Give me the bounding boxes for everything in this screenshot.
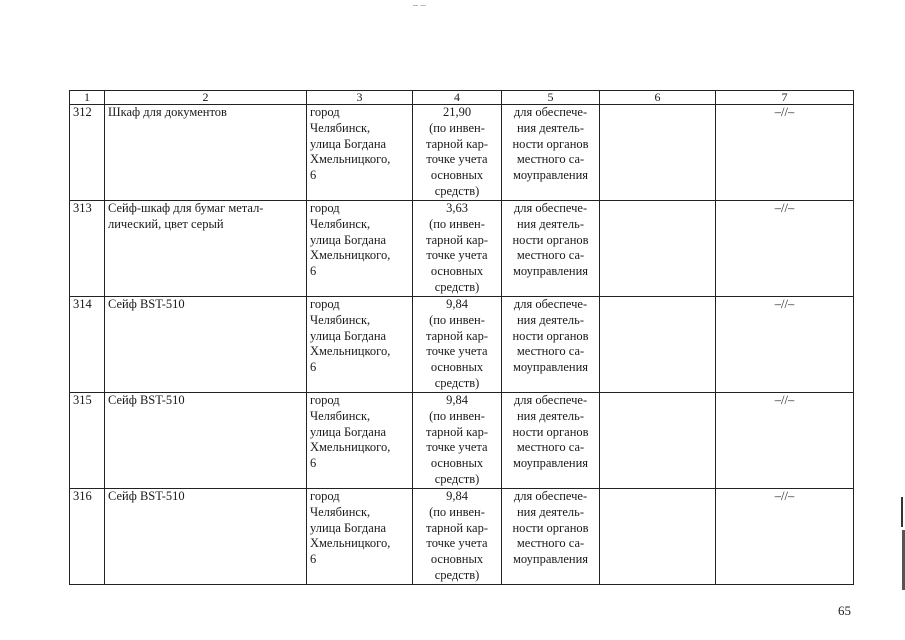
address-line: 6 xyxy=(310,360,317,375)
value-line: 9,84 xyxy=(446,393,468,407)
address-line: улица Богдана xyxy=(310,424,387,439)
purpose-line: местного са- xyxy=(516,152,585,167)
table-row xyxy=(70,489,854,585)
address-cell xyxy=(307,489,413,585)
address-line: Хмельницкого, xyxy=(310,248,391,263)
table-body xyxy=(70,105,854,585)
value-line: (по инвен- xyxy=(429,504,485,519)
address-line: улица Богдана xyxy=(310,136,387,151)
address-line: Хмельницкого, xyxy=(310,440,391,455)
purpose-line: моуправления xyxy=(512,264,589,279)
purpose-line: ния деятель- xyxy=(516,504,585,519)
value-line: средств) xyxy=(434,375,480,390)
purpose-line: моуправления xyxy=(512,552,589,567)
value-line: (по инвен- xyxy=(429,312,485,327)
item-name-cell xyxy=(105,297,307,393)
row-number-cell: 315 xyxy=(70,393,105,489)
value-line: 21,90 xyxy=(442,105,472,119)
purpose-line: ности органов xyxy=(512,520,589,535)
column-header: 6 xyxy=(600,91,716,105)
purpose-line: моуправления xyxy=(512,360,589,375)
address-line: город xyxy=(310,393,340,407)
row-number-cell: 312 xyxy=(70,105,105,201)
purpose-line: для обеспече- xyxy=(513,393,588,407)
address-line: 6 xyxy=(310,552,317,567)
purpose-line: для обеспече- xyxy=(513,297,588,311)
value-line: тарной кар- xyxy=(425,424,488,439)
item-name-cell xyxy=(105,393,307,489)
column-header: 5 xyxy=(502,91,600,105)
address-line: Хмельницкого, xyxy=(310,152,391,167)
purpose-cell xyxy=(502,489,600,585)
purpose-line: ности органов xyxy=(512,328,589,343)
address-line: Челябинск, xyxy=(310,216,371,231)
value-line: основных xyxy=(430,552,484,567)
table-row xyxy=(70,297,854,393)
top-page-mark: – – xyxy=(413,0,426,11)
purpose-line: ния деятель- xyxy=(516,312,585,327)
address-line: Хмельницкого, xyxy=(310,536,391,551)
purpose-line: для обеспече- xyxy=(513,201,588,215)
address-line: Челябинск, xyxy=(310,312,371,327)
item-name-line: Сейф BST-510 xyxy=(108,393,185,407)
address-line: город xyxy=(310,105,340,119)
address-line: 6 xyxy=(310,264,317,279)
purpose-line: местного са- xyxy=(516,536,585,551)
table-row xyxy=(70,105,854,201)
value-line: тарной кар- xyxy=(425,328,488,343)
property-registry-table xyxy=(69,90,854,585)
column-7-cell: –//– xyxy=(716,489,854,585)
value-line: тарной кар- xyxy=(425,232,488,247)
value-line: (по инвен- xyxy=(429,408,485,423)
address-line: 6 xyxy=(310,456,317,471)
value-line: точке учета xyxy=(426,248,488,263)
item-name-cell xyxy=(105,105,307,201)
column-7-cell: –//– xyxy=(716,297,854,393)
value-line: тарной кар- xyxy=(425,520,488,535)
row-number-cell: 316 xyxy=(70,489,105,585)
value-line: 9,84 xyxy=(446,297,468,311)
address-cell xyxy=(307,201,413,297)
column-header: 4 xyxy=(413,91,502,105)
address-line: город xyxy=(310,297,340,311)
value-line: (по инвен- xyxy=(429,216,485,231)
purpose-cell xyxy=(502,105,600,201)
value-line: 3,63 xyxy=(446,201,468,215)
column-header: 2 xyxy=(105,91,307,105)
value-line: точке учета xyxy=(426,152,488,167)
purpose-line: моуправления xyxy=(512,456,589,471)
address-line: город xyxy=(310,489,340,503)
value-line: основных xyxy=(430,168,484,183)
column-number-header-row xyxy=(70,91,854,105)
value-cell xyxy=(413,201,502,297)
address-line: Челябинск, xyxy=(310,504,371,519)
column-7-cell: –//– xyxy=(716,201,854,297)
page-number: 65 xyxy=(838,603,851,618)
column-6-cell xyxy=(600,489,716,585)
column-header: 7 xyxy=(716,91,854,105)
value-cell xyxy=(413,105,502,201)
value-cell xyxy=(413,297,502,393)
purpose-line: для обеспече- xyxy=(513,489,588,503)
row-number-cell: 313 xyxy=(70,201,105,297)
address-cell xyxy=(307,393,413,489)
item-name-cell xyxy=(105,489,307,585)
address-line: улица Богдана xyxy=(310,232,387,247)
column-6-cell xyxy=(600,393,716,489)
address-line: город xyxy=(310,201,340,215)
column-6-cell xyxy=(600,105,716,201)
table-row xyxy=(70,201,854,297)
address-line: Челябинск, xyxy=(310,120,371,135)
value-cell xyxy=(413,393,502,489)
address-line: улица Богдана xyxy=(310,520,387,535)
table-row xyxy=(70,393,854,489)
address-line: улица Богдана xyxy=(310,328,387,343)
purpose-line: местного са- xyxy=(516,344,585,359)
value-line: точке учета xyxy=(426,536,488,551)
column-7-cell: –//– xyxy=(716,105,854,201)
value-line: основных xyxy=(430,264,484,279)
value-line: средств) xyxy=(434,567,480,582)
value-cell xyxy=(413,489,502,585)
purpose-line: местного са- xyxy=(516,248,585,263)
column-header: 1 xyxy=(70,91,105,105)
purpose-cell xyxy=(502,297,600,393)
value-line: 9,84 xyxy=(446,489,468,503)
purpose-line: ния деятель- xyxy=(516,216,585,231)
address-line: Челябинск, xyxy=(310,408,371,423)
purpose-line: ности органов xyxy=(512,136,589,151)
purpose-cell xyxy=(502,201,600,297)
value-line: точке учета xyxy=(426,344,488,359)
row-number-cell: 314 xyxy=(70,297,105,393)
column-6-cell xyxy=(600,297,716,393)
address-line: 6 xyxy=(310,168,317,183)
item-name-line: Сейф-шкаф для бумаг метал- xyxy=(108,201,264,215)
value-line: основных xyxy=(430,456,484,471)
value-line: средств) xyxy=(434,471,480,486)
purpose-line: моуправления xyxy=(512,168,589,183)
purpose-line: ности органов xyxy=(512,424,589,439)
scan-edge-mark xyxy=(901,497,903,527)
item-name-line: Шкаф для документов xyxy=(108,105,227,119)
address-cell xyxy=(307,297,413,393)
value-line: средств) xyxy=(434,183,480,198)
value-line: средств) xyxy=(434,279,480,294)
purpose-line: ния деятель- xyxy=(516,120,585,135)
value-line: тарной кар- xyxy=(425,136,488,151)
item-name-line: Сейф BST-510 xyxy=(108,297,185,311)
item-name-line: лический, цвет серый xyxy=(108,216,224,231)
column-7-cell: –//– xyxy=(716,393,854,489)
address-line: Хмельницкого, xyxy=(310,344,391,359)
item-name-cell xyxy=(105,201,307,297)
purpose-line: для обеспече- xyxy=(513,105,588,119)
purpose-line: ния деятель- xyxy=(516,408,585,423)
address-cell xyxy=(307,105,413,201)
column-header: 3 xyxy=(307,91,413,105)
purpose-cell xyxy=(502,393,600,489)
column-6-cell xyxy=(600,201,716,297)
value-line: (по инвен- xyxy=(429,120,485,135)
purpose-line: местного са- xyxy=(516,440,585,455)
purpose-line: ности органов xyxy=(512,232,589,247)
value-line: основных xyxy=(430,360,484,375)
value-line: точке учета xyxy=(426,440,488,455)
item-name-line: Сейф BST-510 xyxy=(108,489,185,503)
